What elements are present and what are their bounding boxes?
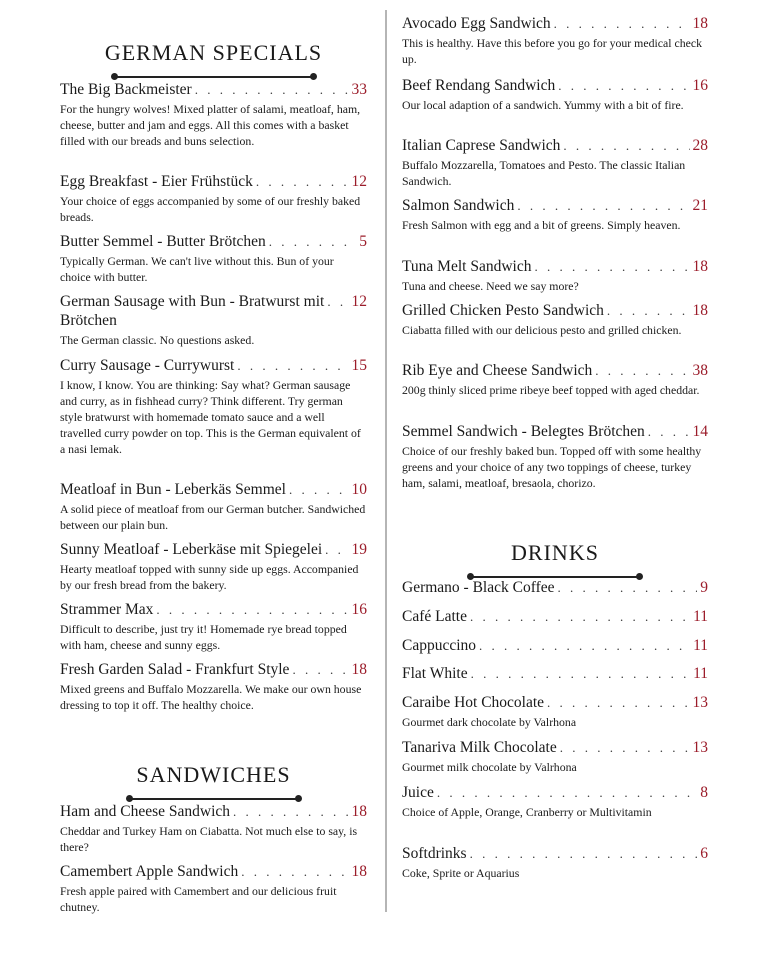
item-name: Avocado Egg Sandwich: [402, 15, 551, 32]
menu-item: [60, 232, 367, 285]
menu-item: [402, 738, 708, 775]
item-price: 38: [692, 362, 708, 379]
dot-leader: [437, 783, 697, 802]
dot-leader: [237, 356, 348, 375]
dot-leader: [241, 862, 348, 881]
dot-leader: [233, 802, 348, 821]
item-description: Fresh apple paired with Camembert and our delicious fruit chutney.: [60, 884, 337, 914]
item-description: This is healthy. Have this before you go for your medical check up.: [402, 36, 702, 66]
item-price: 11: [693, 637, 708, 654]
item-price: 6: [700, 845, 708, 862]
item-price: 10: [351, 481, 367, 498]
dot-leader: [325, 540, 348, 559]
menu-item: [402, 422, 708, 491]
item-description: Gourmet dark chocolate by Valrhona: [402, 715, 577, 729]
item-price: 13: [692, 739, 708, 756]
item-name: Beef Rendang Sandwich: [402, 77, 556, 94]
menu-item: [402, 196, 708, 233]
item-description: Our local adaption of a sandwich. Yummy with a bit of fire.: [402, 98, 684, 112]
item-description: Gourmet milk chocolate by Valrhona: [402, 760, 577, 774]
item-name: Softdrinks: [402, 845, 467, 862]
menu-item: [402, 14, 708, 67]
item-description: Hearty meatloaf topped with sunny side up eggs. Accompanied by our fresh bread from the bakery.: [60, 562, 359, 592]
menu-item: [402, 664, 708, 683]
item-price: 18: [351, 803, 367, 820]
item-name: Juice: [402, 784, 434, 801]
dot-leader: [292, 660, 348, 679]
item-price: 14: [692, 423, 708, 440]
item-description: Coke, Sprite or Aquarius: [402, 866, 520, 880]
item-name: Semmel Sandwich - Belegtes Brötchen: [402, 423, 645, 440]
dot-leader: [256, 172, 349, 191]
item-price: 16: [351, 601, 367, 618]
item-description: Difficult to describe, just try it! Homemade rye bread topped with ham, cheese and sunny eggs.: [60, 622, 347, 652]
item-name: Germano - Black Coffee: [402, 579, 555, 596]
section-heading: SANDWICHES: [136, 762, 291, 787]
dot-leader: [156, 600, 348, 619]
german-specials-header: [60, 40, 367, 82]
menu-item: [60, 172, 367, 225]
menu-item: [60, 802, 367, 855]
item-name: Sunny Meatloaf - Leberkäse mit Spiegelei: [60, 541, 323, 558]
item-price: 16: [692, 77, 708, 94]
item-description: I know, I know. You are thinking: Say what? German sausage and curry, as in fishhead curry? Think different. Try german style bratwurst with homemade tomato sauce and a well travelled curry powder on top. This is the German equivalent of a nasi lemak.: [60, 378, 361, 456]
item-description: Your choice of eggs accompanied by some of our freshly baked breads.: [60, 194, 361, 224]
dot-leader: [479, 636, 690, 655]
item-name: Fresh Garden Salad - Frankfurt Style: [60, 661, 290, 678]
menu-item: [60, 292, 367, 348]
menu-item: [60, 80, 367, 149]
item-price: 12: [351, 173, 367, 190]
item-name: Caraibe Hot Chocolate: [402, 694, 545, 711]
menu-item: [60, 356, 367, 457]
item-name: Ham and Cheese Sandwich: [60, 803, 231, 820]
item-name: Cappuccino: [402, 637, 477, 654]
dot-leader: [471, 664, 690, 683]
dot-leader: [563, 136, 689, 155]
rule-dot: [310, 73, 317, 80]
item-description: Ciabatta filled with our delicious pesto and grilled chicken.: [402, 323, 682, 337]
dot-leader: [327, 292, 348, 311]
item-price: 5: [359, 233, 367, 250]
item-name: Butter Semmel - Butter Brötchen: [60, 233, 266, 250]
item-name: Rib Eye and Cheese Sandwich: [402, 362, 593, 379]
item-price: 11: [693, 608, 708, 625]
item-name: Grilled Chicken Pesto Sandwich: [402, 302, 604, 319]
dot-leader: [648, 422, 690, 441]
item-price: 18: [692, 15, 708, 32]
drinks-header: [402, 540, 708, 582]
item-price: 15: [351, 357, 367, 374]
item-description: Tuna and cheese. Need we say more?: [402, 279, 579, 293]
item-price: 18: [351, 661, 367, 678]
item-price: 18: [692, 302, 708, 319]
item-description: Cheddar and Turkey Ham on Ciabatta. Not much else to say, is there?: [60, 824, 358, 854]
menu-item: [402, 76, 708, 113]
item-price: 18: [692, 258, 708, 275]
menu-item: [60, 600, 367, 653]
item-price: 21: [692, 197, 708, 214]
menu-item: [60, 862, 367, 915]
item-name: The Big Backmeister: [60, 81, 192, 98]
item-name: Tuna Melt Sandwich: [402, 258, 532, 275]
dot-leader: [558, 76, 689, 95]
dot-leader: [517, 196, 689, 215]
section-heading: DRINKS: [511, 540, 599, 565]
item-description: The German classic. No questions asked.: [60, 333, 255, 347]
dot-leader: [607, 301, 690, 320]
rule-line: [132, 798, 296, 800]
item-price: 11: [693, 665, 708, 682]
menu-item: [402, 636, 708, 655]
rule-line: [117, 76, 311, 78]
dot-leader: [289, 480, 349, 499]
dot-leader: [534, 257, 689, 276]
dot-leader: [595, 361, 689, 380]
item-name: German Sausage with Bun - Bratwurst mit: [60, 293, 325, 310]
menu-item: [402, 361, 708, 398]
dot-leader: [195, 80, 349, 99]
item-name: Curry Sausage - Currywurst: [60, 357, 235, 374]
dot-leader: [547, 693, 689, 712]
item-description: Fresh Salmon with egg and a bit of greens. Simply heaven.: [402, 218, 681, 232]
item-price: 9: [700, 579, 708, 596]
item-name-continued: Brötchen: [60, 312, 117, 329]
menu-item: [402, 578, 708, 597]
item-name: Café Latte: [402, 608, 467, 625]
item-name: Meatloaf in Bun - Leberkäs Semmel: [60, 481, 286, 498]
item-description: Buffalo Mozzarella, Tomatoes and Pesto. The classic Italian Sandwich.: [402, 158, 686, 188]
item-price: 18: [351, 863, 367, 880]
item-description: Choice of Apple, Orange, Cranberry or Multivitamin: [402, 805, 652, 819]
item-name: Flat White: [402, 665, 468, 682]
menu-item: [402, 301, 708, 338]
dot-leader: [470, 607, 690, 626]
menu-item: [402, 136, 708, 189]
item-price: 19: [351, 541, 367, 558]
menu-item: [402, 607, 708, 626]
item-price: 8: [700, 784, 708, 801]
item-name: Egg Breakfast - Eier Frühstück: [60, 173, 253, 190]
item-price: 28: [692, 137, 708, 154]
item-price: 12: [351, 293, 367, 310]
item-price: 13: [692, 694, 708, 711]
item-name: Tanariva Milk Chocolate: [402, 739, 557, 756]
item-name: Camembert Apple Sandwich: [60, 863, 239, 880]
item-name: Strammer Max: [60, 601, 154, 618]
column-divider: [385, 10, 387, 912]
item-description: Typically German. We can't live without this. Bun of your choice with butter.: [60, 254, 334, 284]
item-description: Mixed greens and Buffalo Mozzarella. We make our own house dressing to top it off. The healthy choice.: [60, 682, 362, 712]
menu-item: [60, 540, 367, 593]
menu-item: [402, 844, 708, 881]
dot-leader: [269, 232, 356, 251]
dot-leader: [470, 844, 698, 863]
menu-item: [402, 783, 708, 820]
section-heading: GERMAN SPECIALS: [104, 40, 323, 65]
menu-item: [60, 660, 367, 713]
item-description: A solid piece of meatloaf from our German butcher. Sandwiched between our plain bun.: [60, 502, 366, 532]
menu-item: [402, 693, 708, 730]
menu-item: [402, 257, 708, 294]
item-name: Italian Caprese Sandwich: [402, 137, 561, 154]
item-description: 200g thinly sliced prime ribeye beef topped with aged cheddar.: [402, 383, 700, 397]
dot-leader: [560, 738, 690, 757]
sandwiches-header: [60, 762, 367, 804]
item-description: Choice of our freshly baked bun. Topped off with some healthy greens and your choice of any two toppings of cheese, turkey ham, salami, meatloaf, bresaola, chorizo.: [402, 444, 702, 490]
dot-leader: [554, 14, 690, 33]
rule-dot: [295, 795, 302, 802]
dot-leader: [558, 578, 698, 597]
item-price: 33: [351, 81, 367, 98]
item-name: Salmon Sandwich: [402, 197, 515, 214]
item-description: For the hungry wolves! Mixed platter of salami, meatloaf, ham, cheese, butter and jam and eggs. All this comes with a basket filled with our breads and buns selection.: [60, 102, 361, 148]
menu-item: [60, 480, 367, 533]
